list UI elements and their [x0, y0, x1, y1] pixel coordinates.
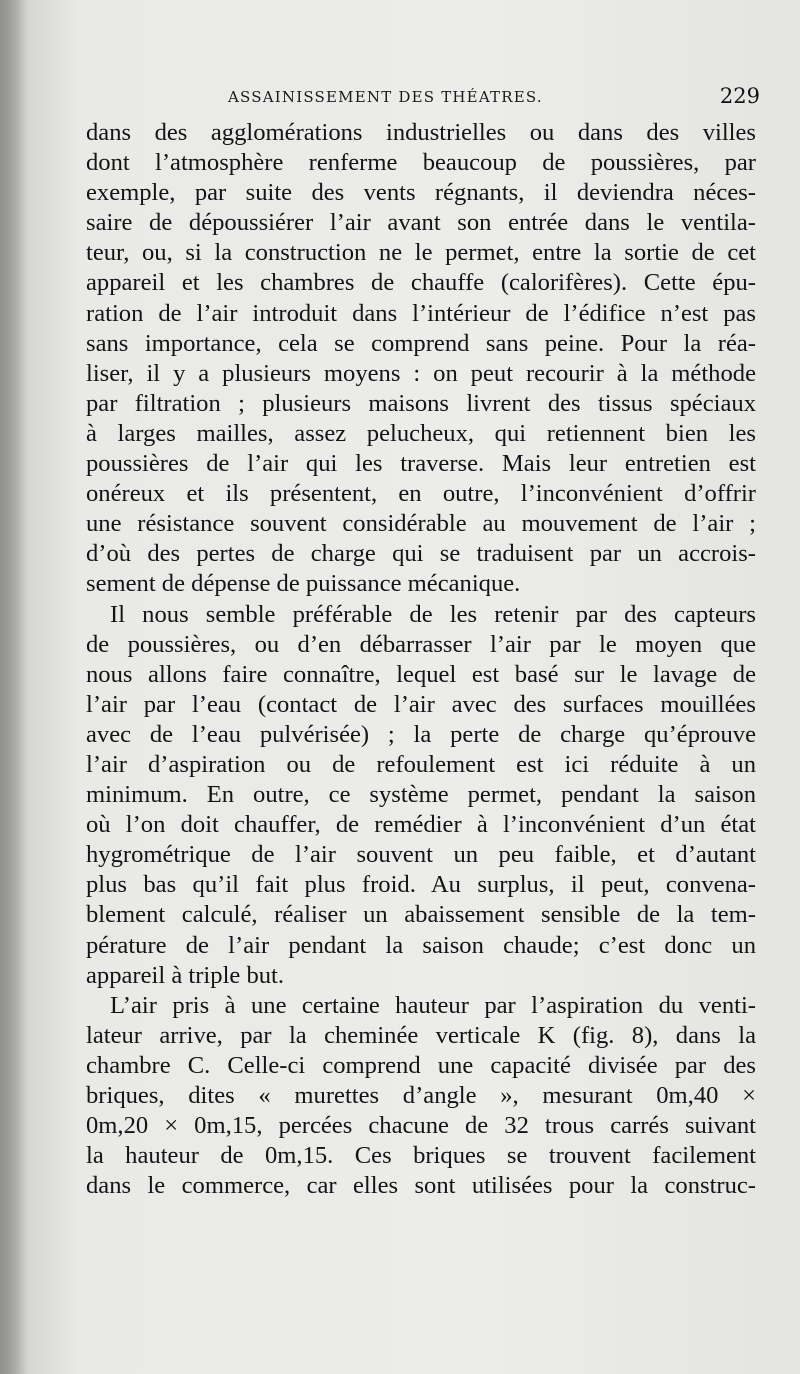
- text-line: onéreux et ils présentent, en outre, l’inconvénient d’offrir: [86, 480, 756, 508]
- text-line: appareil à triple but.: [86, 961, 285, 989]
- text-line: l’air d’aspiration ou de refoulement est ici réduite à un: [86, 750, 756, 778]
- text-line: sement de dépense de puissance mécanique.: [86, 570, 521, 598]
- text-line: liser, il y a plusieurs moyens : on peut recourir à la méthode: [86, 359, 756, 387]
- text-line: par filtration ; plusieurs maisons livrent des tissus spéciaux: [86, 389, 756, 417]
- text-line: chambre C. Celle-ci comprend une capacité divisée par des: [86, 1051, 756, 1079]
- text-line: avec de l’eau pulvérisée) ; la perte de charge qu’éprouve: [86, 720, 756, 748]
- paragraph-3: [86, 991, 756, 1202]
- text-line: ration de l’air introduit dans l’intérieur de l’édifice n’est pas: [86, 299, 756, 327]
- text-line: hygrométrique de l’air souvent un peu faible, et d’autant: [86, 841, 756, 869]
- running-head: [88, 84, 760, 114]
- text-line: de poussières, ou d’en débarrasser l’air par le moyen que: [86, 630, 756, 658]
- text-line: pérature de l’air pendant la saison chaude; c’est donc un: [86, 931, 756, 959]
- text-line: teur, ou, si la construction ne le permet, entre la sortie de cet: [86, 239, 756, 267]
- text-line: Il nous semble préférable de les retenir par des capteurs: [110, 600, 756, 628]
- text-line: la hauteur de 0m,15. Ces briques se trouvent facilement: [86, 1142, 756, 1170]
- text-line: une résistance souvent considérable au mouvement de l’air ;: [86, 510, 756, 538]
- body-text: [86, 118, 756, 1201]
- binding-shadow: [0, 0, 26, 1374]
- paragraph-2: [86, 600, 756, 991]
- text-line: où l’on doit chauffer, de remédier à l’inconvénient d’un état: [86, 811, 756, 839]
- text-line: L’air pris à une certaine hauteur par l’aspiration du venti-: [110, 991, 756, 1019]
- text-line: lateur arrive, par la cheminée verticale K (fig. 8), dans la: [86, 1021, 756, 1049]
- text-line: d’où des pertes de charge qui se traduisent par un accrois-: [86, 540, 756, 568]
- text-line: sans importance, cela se comprend sans peine. Pour la réa-: [86, 329, 756, 357]
- text-line: briques, dites « murettes d’angle », mesurant 0m,40 ×: [86, 1082, 756, 1109]
- text-line: appareil et les chambres de chauffe (calorifères). Cette épu-: [86, 269, 756, 297]
- text-line: dans le commerce, car elles sont utilisées pour la construc-: [86, 1172, 756, 1200]
- text-line: minimum. En outre, ce système permet, pendant la saison: [86, 781, 756, 809]
- text-line: à larges mailles, assez pelucheux, qui retiennent bien les: [86, 419, 756, 447]
- text-line: 0m,20 × 0m,15, percées chacune de 32 trous carrés suivant: [86, 1112, 756, 1140]
- text-line: l’air par l’eau (contact de l’air avec des surfaces mouillées: [86, 690, 756, 718]
- text-line: nous allons faire connaître, lequel est basé sur le lavage de: [86, 660, 756, 688]
- text-line: dans des agglomérations industrielles ou dans des villes: [86, 119, 756, 146]
- text-line: plus bas qu’il fait plus froid. Au surplus, il peut, convena-: [86, 871, 756, 899]
- text-line: saire de dépoussiérer l’air avant son entrée dans le ventila-: [86, 209, 756, 237]
- text-line: poussières de l’air qui les traverse. Mais leur entretien est: [86, 450, 756, 478]
- text-line: exemple, par suite des vents régnants, il deviendra néces-: [86, 179, 756, 207]
- page-number: 229: [719, 84, 760, 108]
- text-line: dont l’atmosphère renferme beaucoup de poussières, par: [86, 149, 756, 177]
- text-line: blement calculé, réaliser un abaissement sensible de la tem-: [86, 901, 756, 929]
- paragraph-1: [86, 118, 756, 600]
- running-title: ASSAINISSEMENT DES THÉATRES.: [228, 88, 543, 106]
